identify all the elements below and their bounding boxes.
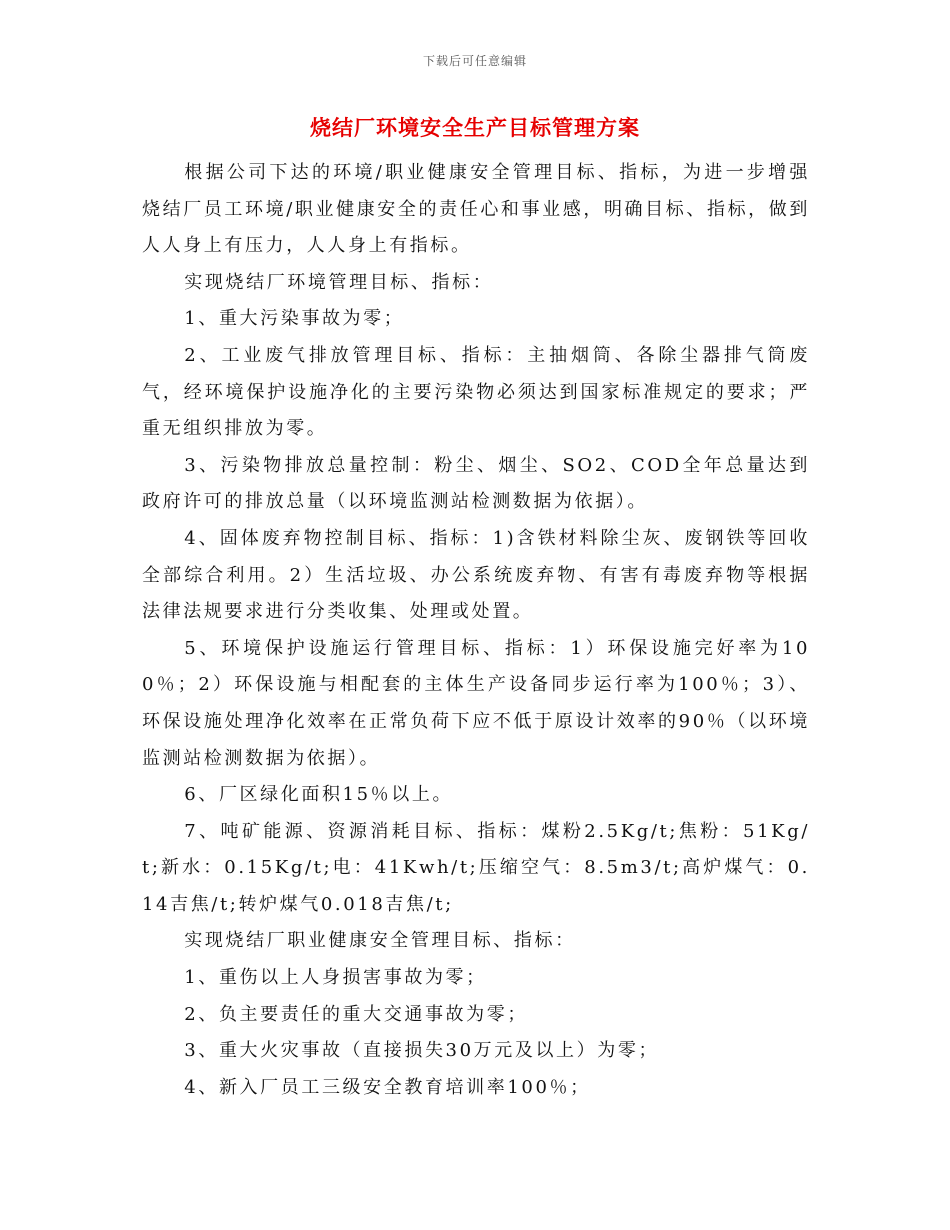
paragraph-env-item-7: 7、吨矿能源、资源消耗目标、指标：煤粉2.5Kg/t;焦粉：51Kg/t;新水：0.15Kg/t;电：41Kwh/t;压缩空气：8.5m3/t;高炉煤气：0.14吉焦/t;转炉煤气0.018吉焦/t; xyxy=(142,820,810,915)
document-body xyxy=(142,155,810,1106)
document-title: 烧结厂环境安全生产目标管理方案 xyxy=(310,116,640,140)
paragraph-ohs-heading: 实现烧结厂职业健康安全管理目标、指标： xyxy=(184,930,576,952)
header-note: 下载后可任意编辑 xyxy=(422,54,527,68)
paragraph-env-item-3: 3、污染物排放总量控制：粉尘、烟尘、SO2、COD全年总量达到政府许可的排放总量（以环境监测站检测数据为依据）。 xyxy=(142,454,810,513)
paragraph-env-item-2: 2、工业废气排放管理目标、指标：主抽烟筒、各除尘器排气筒废气，经环境保护设施净化的主要污染物必须达到国家标准规定的要求；严重无组织排放为零。 xyxy=(142,344,810,440)
paragraph-ohs-item-1: 1、重伤以上人身损害事故为零； xyxy=(184,967,487,989)
paragraph-ohs-item-4: 4、新入厂员工三级安全教育培训率100％； xyxy=(184,1076,591,1098)
paragraph-env-heading: 实现烧结厂环境管理目标、指标： xyxy=(184,271,494,293)
paragraph-intro: 根据公司下达的环境/职业健康安全管理目标、指标，为进一步增强烧结厂员工环境/职业健康安全的责任心和事业感，明确目标、指标，做到人人身上有压力，人人身上有指标。 xyxy=(142,162,810,257)
paragraph-ohs-item-2: 2、负主要责任的重大交通事故为零； xyxy=(184,1003,528,1025)
paragraph-env-item-6: 6、厂区绿化面积15％以上。 xyxy=(184,784,454,806)
paragraph-env-item-1: 1、重大污染事故为零； xyxy=(184,308,405,330)
paragraph-ohs-item-3: 3、重大火灾事故（直接损失30万元及以上）为零； xyxy=(184,1040,660,1062)
paragraph-env-item-5: 5、环境保护设施运行管理目标、指标：1）环保设施完好率为100％；2）环保设施与相配套的主体生产设备同步运行率为100％；3）、环保设施处理净化效率在正常负荷下应不低于原设计效率的90％（以环境监测站检测数据为依据）。 xyxy=(142,637,810,769)
paragraph-env-item-4: 4、固体废弃物控制目标、指标：1)含铁材料除尘灰、废钢铁等回收全部综合利用。2）生活垃圾、办公系统废弃物、有害有毒废弃物等根据法律法规要求进行分类收集、处理或处置。 xyxy=(142,527,810,623)
